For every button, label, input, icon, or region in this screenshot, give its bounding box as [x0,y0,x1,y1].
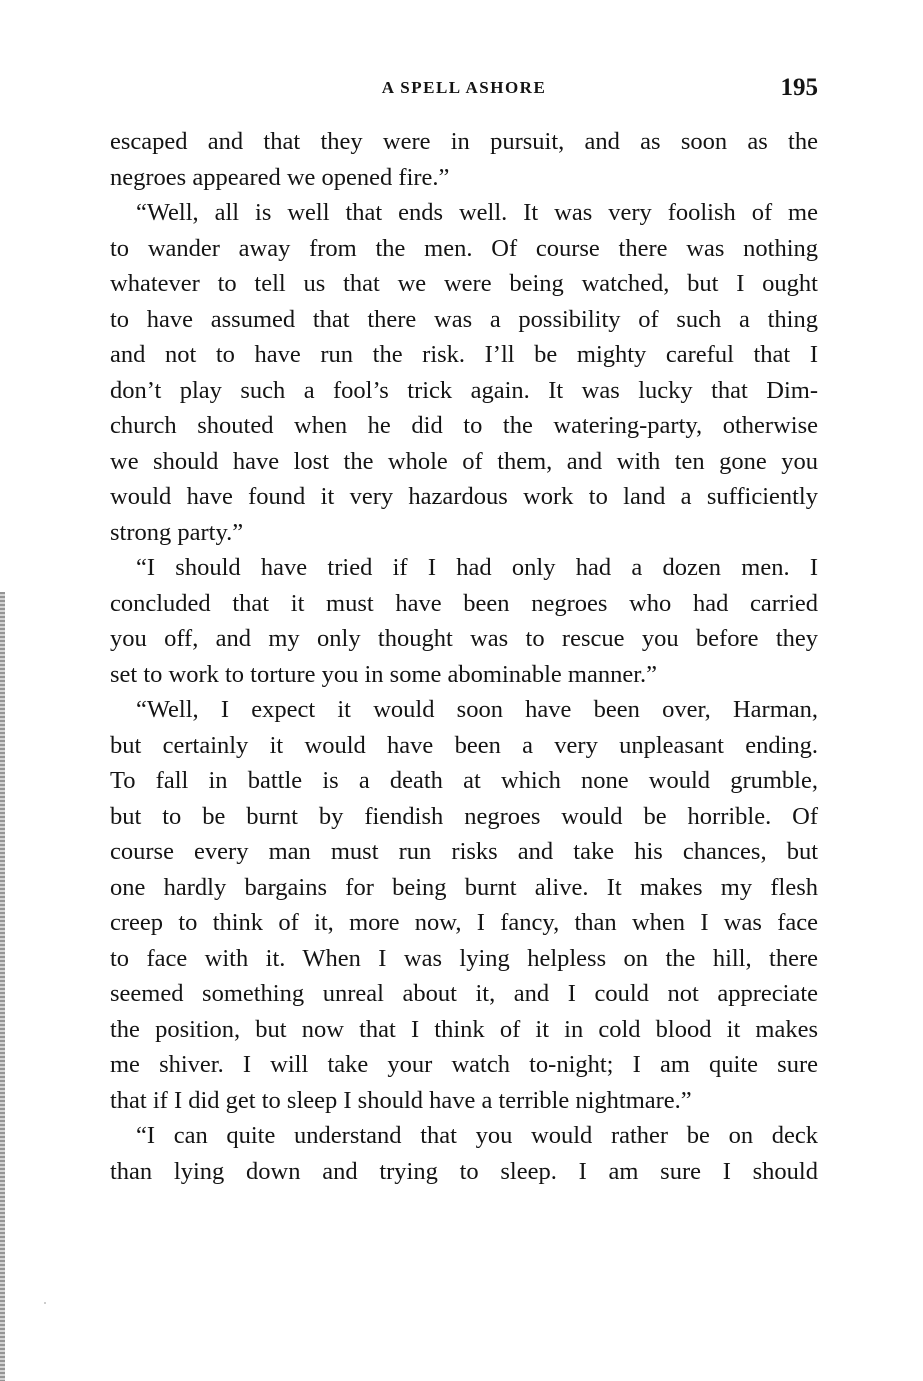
text-line: “Well, I expect it would soon have been over, Harman, [136,696,818,723]
text-line: we should have lost the whole of them, and with ten gone you [110,447,818,475]
text-line: to face with it. When I was lying helpless on the hill, there [110,944,818,972]
text-line: than lying down and trying to sleep. I am sure I should [110,1157,818,1185]
text-line: you off, and my only thought was to rescue you before they [110,625,818,652]
text-line: creep to think of it, more now, I fancy, than when I was face [110,909,818,936]
text-line: course every man must run risks and take his chances, but [110,838,818,865]
text-line: set to work to torture you in some abominable manner.” [110,660,658,688]
text-line: concluded that it must have been negroes who had carried [110,589,818,617]
binding-edge-shadow [0,592,5,1381]
paper-speck [44,1302,46,1304]
text-line: “I can quite understand that you would rather be on deck [136,1122,818,1149]
text-line: don’t play such a fool’s trick again. It was lucky that Dim- [110,376,818,404]
text-line: me shiver. I will take your watch to-night; I am quite sure [110,1051,818,1078]
running-head [110,74,818,110]
page-number: 195 [780,74,818,101]
text-line: but to be burnt by fiendish negroes would be horrible. Of [110,802,818,830]
text-line: strong party.” [110,518,244,546]
text-line: and not to have run the risk. I’ll be mighty careful that I [110,341,818,368]
body-text [110,124,818,1189]
running-title: A SPELL ASHORE [381,78,547,97]
text-line: seemed something unreal about it, and I could not appreciate [110,980,818,1007]
text-line: escaped and that they were in pursuit, and as soon as the [110,128,818,155]
text-line: but certainly it would have been a very unpleasant ending. [110,731,818,759]
text-line: would have found it very hazardous work to land a sufficiently [110,483,818,510]
text-line: that if I did get to sleep I should have a terrible nightmare.” [110,1086,692,1114]
text-line: the position, but now that I think of it in cold blood it makes [110,1015,818,1043]
text-line: church shouted when he did to the watering-party, otherwise [110,412,818,439]
text-line: to wander away from the men. Of course there was nothing [110,234,818,262]
text-line: To fall in battle is a death at which none would grumble, [110,767,818,794]
text-line: “I should have tried if I had only had a dozen men. I [136,554,818,581]
text-line: whatever to tell us that we were being watched, but I ought [110,270,818,297]
text-line: one hardly bargains for being burnt alive. It makes my flesh [110,873,818,901]
text-line: negroes appeared we opened fire.” [110,163,450,191]
text-line: “Well, all is well that ends well. It was very foolish of me [136,199,818,226]
text-line: to have assumed that there was a possibility of such a thing [110,305,818,333]
